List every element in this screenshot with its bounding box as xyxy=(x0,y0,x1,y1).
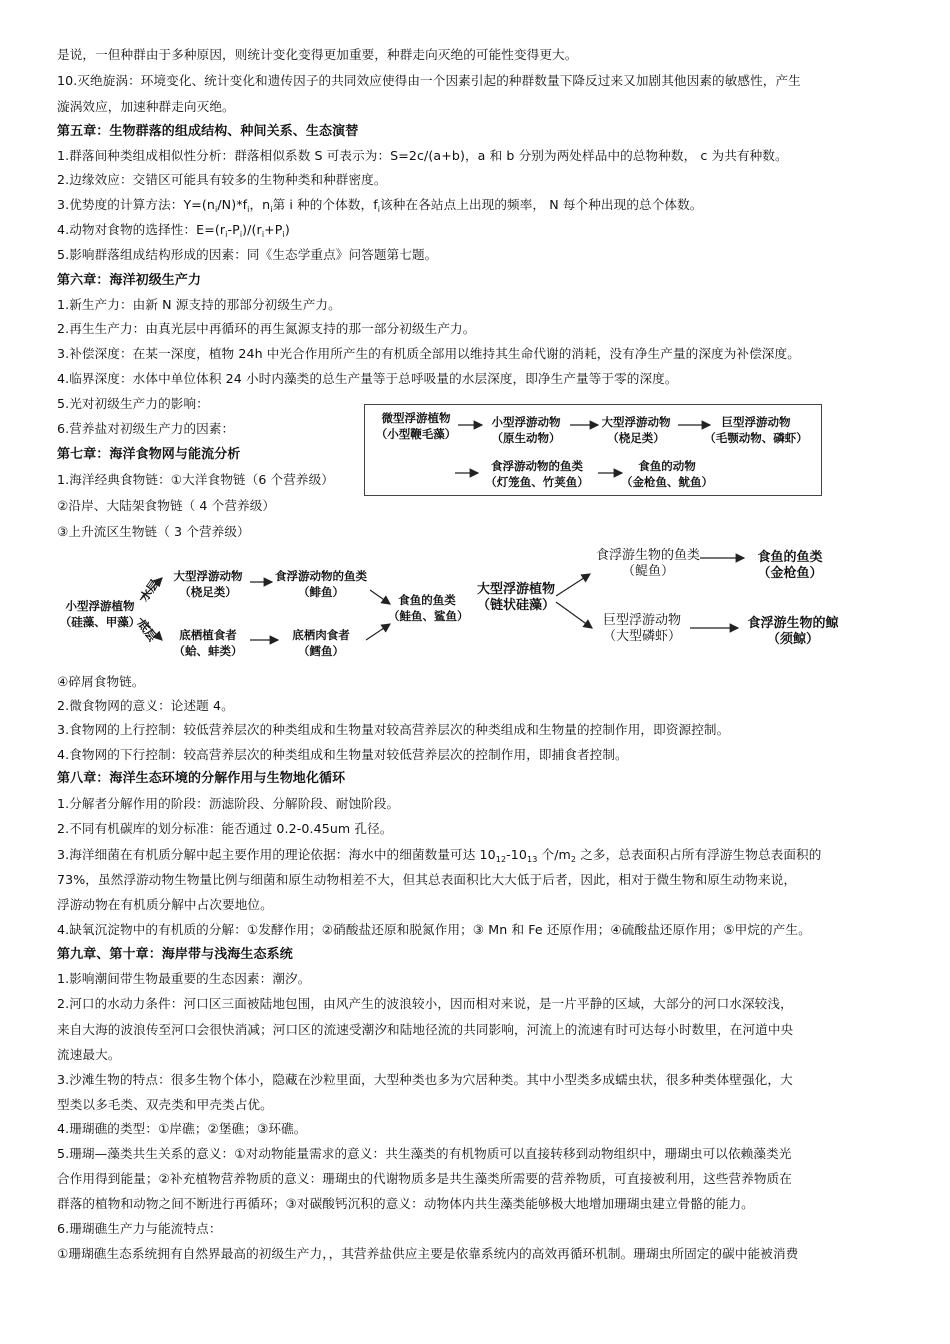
chapter-8-heading: 第八章：海洋生态环境的分解作用与生物地化循环 xyxy=(57,771,346,786)
text-line: 4.珊瑚礁的类型：①岸礁；②堡礁；③环礁。 xyxy=(57,1121,307,1136)
diagram-branch-label: 底层 xyxy=(134,616,160,644)
text-line: ②沿岸、大陆架食物链（ 4 个营养级） xyxy=(57,498,276,513)
arrow xyxy=(366,624,390,640)
dominance-formula-line: 3.优势度的计算方法：$Y=(n_i/N)*f_i$，$n_i$第 i 种的个体数，$f_i$该种在各站点上出现的频率， N 每个种出现的总个体数。 xyxy=(57,197,703,214)
text-line: 5.珊瑚—藻类共生关系的意义：①对动物能量需求的意义：共生藻类的有机物质可以直接转移到动物组织中，珊瑚虫可以依赖藻类光 xyxy=(57,1146,792,1161)
text-line: 4.临界深度：水体中单位体积 24 小时内藻类的总生产量等于总呼吸量的水层深度，即净生产量等于零的深度。 xyxy=(57,371,678,386)
text-line: 2.不同有机碳库的划分标准：能否通过 0.2-0.45um 孔径。 xyxy=(57,821,393,836)
text-line: 6.营养盐对初级生产力的因素： xyxy=(57,421,235,436)
diagram-node: 底栖植食者 （蛤、蚌类） xyxy=(173,628,243,658)
text-line: 2.微食物网的意义：论述题 4。 xyxy=(57,698,234,713)
diagram-node: 大型浮游动物 （桡足类） xyxy=(173,569,243,599)
chapter-7-heading: 第七章：海洋食物网与能流分析 xyxy=(57,447,241,462)
text-line: 浮游动物在有机质分解中占次要地位。 xyxy=(57,897,273,912)
bacteria-line: 3.海洋细菌在有机质分解中起主要作用的理论依据：海水中的细菌数量可达 $10_{12}-10_{13}$ 个$/m_2$ 之多，总表面积占所有浮游生物总表面积的 xyxy=(57,847,822,864)
diagram-node: 巨型浮游动物 （大型磷虾） xyxy=(602,613,681,644)
text-line: ①珊瑚礁生态系统拥有自然界最高的初级生产力，，其营养盐供应主要是依靠系统内的高效再循环机制。珊瑚虫所固定的碳中能被消费 xyxy=(57,1246,799,1261)
text-line: 2.再生生产力：由真光层中再循环的再生氮源支持的那一部分初级生产力。 xyxy=(57,321,476,336)
diagram-node: 大型浮游动物 （桡足类） xyxy=(601,415,671,445)
text-line: 合作用得到能量；②补充植物营养物质的意义：珊瑚虫的代谢物质多是共生藻类所需要的营养物质，可直接被利用，这些营养物质在 xyxy=(57,1171,792,1186)
text-line: 1.海洋经典食物链：①大洋食物链（6 个营养级） xyxy=(57,472,335,487)
text-line: 1.新生产力：由新 N 源支持的那部分初级生产力。 xyxy=(57,297,341,312)
text-line: 流速最大。 xyxy=(57,1047,121,1062)
diagram-node: 食浮游生物的鲸 （须鲸） xyxy=(747,616,839,647)
diagram-node: 食浮游生物的鱼类 （鳀鱼） xyxy=(595,548,700,579)
diagram-branch-label: 水层 xyxy=(136,577,162,605)
text-line: 群落的植物和动物之间不断进行再循环；③对碳酸钙沉积的意义：动物体内共生藻类能够极大地增加珊瑚虫建立骨骼的能力。 xyxy=(57,1196,754,1211)
text-line: 4.食物网的下行控制：较高营养层次的种类组成和生物量对较低营养层次的控制作用，即捕食者控制。 xyxy=(57,747,628,762)
text-line: 1.影响潮间带生物最重要的生态因素：潮汐。 xyxy=(57,971,311,986)
diagram-node: 食鱼的动物 （金枪鱼、鱿鱼） xyxy=(621,459,713,489)
diagram-node: 小型浮游植物 （硅藻、甲藻） xyxy=(59,599,141,629)
chapter-5-heading: 第五章：生物群落的组成结构、种间关系、生态演替 xyxy=(57,124,359,139)
diagram-node: 食鱼的鱼类 （金枪鱼） xyxy=(757,550,823,581)
diagram-node: 食浮游动物的鱼类 （灯笼鱼、竹荚鱼） xyxy=(485,459,589,489)
text-line: 型类以多毛类、双壳类和甲壳类占优。 xyxy=(57,1097,273,1112)
text-line: 5.光对初级生产力的影响： xyxy=(57,396,209,411)
text-line: 3.补偿深度：在某一深度，植物 24h 中光合作用所产生的有机质全部用以维持其生命代谢的消耗，没有净生产量的深度为补偿深度。 xyxy=(57,346,800,361)
text-line: 4.缺氧沉淀物中的有机质的分解：①发酵作用；②硝酸盐还原和脱氮作用；③ Mn 和 Fe 还原作用；④硫酸盐还原作用；⑤甲烷的产生。 xyxy=(57,922,811,937)
diagram-node: 食浮游动物的鱼类 （鲱鱼） xyxy=(275,569,367,599)
chapter-9-heading: 第九章、第十章：海岸带与浅海生态系统 xyxy=(57,947,293,962)
text-line: 73%，虽然浮游动物生物量比例与细菌和原生动物相差不大，但其总表面积比大大低于后者，因此，相对于微生物和原生动物来说， xyxy=(57,872,797,887)
text-line: 5.影响群落组成结构形成的因素：同《生态学重点》问答题第七题。 xyxy=(57,247,438,262)
diagram-node: 大型浮游植物 （链状硅藻） xyxy=(476,582,555,613)
text-line: 漩涡效应，加速种群走向灭绝。 xyxy=(57,99,235,114)
text-line: 来自大海的波浪传至河口会很快消减；河口区的流速受潮汐和陆地径流的共同影响，河流上的流速有时可达每小时数里，在河道中央 xyxy=(57,1022,794,1037)
diagram-node: 小型浮游动物 （原生动物） xyxy=(491,415,561,445)
diagram-node: 微型浮游植物 （小型鞭毛藻） xyxy=(375,411,457,441)
text-line: ④碎屑食物链。 xyxy=(57,674,145,689)
text-line: 1.分解者分解作用的阶段：沥滤阶段、分解阶段、耐蚀阶段。 xyxy=(57,796,400,811)
text-line: 是说，一但种群由于多种原因，则统计变化变得更加重要，种群走向灭绝的可能性变得更大。 xyxy=(57,47,578,62)
text-line: 3.食物网的上行控制：较低营养层次的种类组成和生物量对较高营养层次的种类组成和生物量的控制作用，即资源控制。 xyxy=(57,722,730,737)
text-line: 2.河口的水动力条件：河口区三面被陆地包围，由风产生的波浪较小，因而相对来说，是一片平静的区域，大部分的河口水深较浅， xyxy=(57,996,793,1011)
text-line: 6.珊瑚礁生产力与能流特点： xyxy=(57,1221,222,1236)
diagram-node: 食鱼的鱼类 （鲑鱼、鲨鱼） xyxy=(388,593,469,623)
diagram-node: 巨型浮游动物 （毛颚动物、磷虾） xyxy=(704,415,808,445)
text-line: 3.沙滩生物的特点：很多生物个体小，隐藏在沙粒里面，大型种类也多为穴居种类。其中小型类多成蠕虫状，很多种类体壁强化，大 xyxy=(57,1072,793,1087)
diagram-node: 底栖肉食者 （鳕鱼） xyxy=(292,628,350,658)
selectivity-formula-line: 4.动物对食物的选择性：$E=(r_i-P_i)/(r_i+P_i)$ xyxy=(57,222,290,239)
text-line: 1.群落间种类组成相似性分析：群落相似系数 S 可表示为：S=2c/(a+b)，a 和 b 分别为两处样品中的总物种数， c 为共有种数。 xyxy=(57,148,788,163)
chapter-6-heading: 第六章：海洋初级生产力 xyxy=(57,273,202,288)
text-line: ③上升流区生物链（ 3 个营养级） xyxy=(57,524,250,539)
text-line: 2.边缘效应：交错区可能具有较多的生物种类和种群密度。 xyxy=(57,172,387,187)
text-line: 10.灭绝旋涡：环境变化、统计变化和遗传因子的共同效应使得由一个因素引起的种群数量下降反过来又加剧其他因素的敏感性，产生 xyxy=(57,73,801,88)
